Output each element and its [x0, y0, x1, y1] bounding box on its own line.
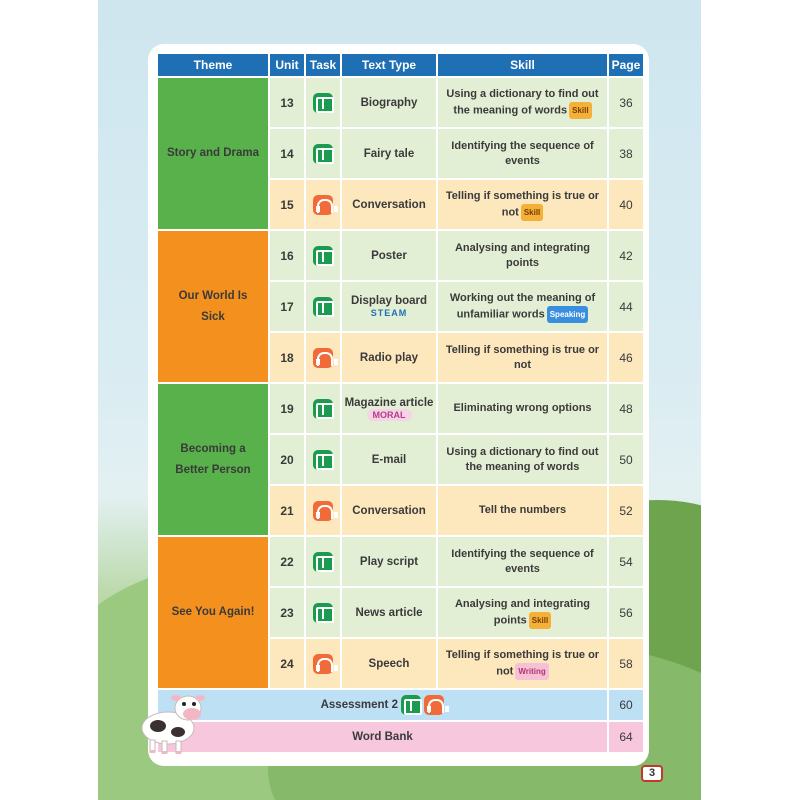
skill: Using a dictionary to find out the meaning of words: [437, 434, 608, 485]
skill-badge: Skill: [529, 612, 551, 629]
header-theme: Theme: [157, 53, 269, 77]
book-icon: [313, 246, 333, 266]
skill-text: Analysing and integrating points: [454, 597, 591, 626]
text-type: Conversation: [341, 485, 437, 536]
assessment-row: [157, 689, 644, 721]
page-number: 64: [608, 721, 644, 753]
contents-table: [156, 52, 645, 754]
skill: [437, 281, 608, 332]
unit-number: 22: [269, 536, 305, 587]
unit-number: 19: [269, 383, 305, 434]
task-cell: [305, 179, 341, 230]
skill: Identifying the sequence of events: [437, 128, 608, 179]
theme-becoming-a-better-person: Becoming a Better Person: [157, 383, 269, 536]
book-icon: [313, 450, 333, 470]
book-icon: [313, 93, 333, 113]
cow-illustration: [128, 686, 208, 756]
skill: [437, 587, 608, 638]
text-type: Poster: [341, 230, 437, 281]
task-cell: [305, 230, 341, 281]
task-cell: [305, 77, 341, 128]
page-number: 36: [608, 77, 644, 128]
page-number: 50: [608, 434, 644, 485]
text-type-label: Magazine article: [344, 396, 434, 409]
page-number: 58: [608, 638, 644, 689]
task-cell: [305, 587, 341, 638]
header-task: Task: [305, 53, 341, 77]
headphones-icon: [313, 501, 333, 521]
text-type: Speech: [341, 638, 437, 689]
skill-text: Using a dictionary to find out the meaning of words: [446, 87, 599, 116]
task-cell: [305, 281, 341, 332]
writing-badge: Writing: [515, 663, 548, 680]
unit-number: 13: [269, 77, 305, 128]
theme-our-world-is-sick: Our World Is Sick: [157, 230, 269, 383]
text-type: Conversation: [341, 179, 437, 230]
book-icon: [313, 603, 333, 623]
book-icon: [401, 695, 421, 715]
text-type: News article: [341, 587, 437, 638]
skill-badge: Skill: [569, 102, 591, 119]
table-row: [157, 230, 644, 281]
text-type: [341, 383, 437, 434]
page-number: 46: [608, 332, 644, 383]
book-icon: [313, 399, 333, 419]
book-icon: [313, 144, 333, 164]
skill: [437, 77, 608, 128]
skill-text: Telling if something is true or not: [445, 648, 600, 677]
page-number: 42: [608, 230, 644, 281]
headphones-icon: [313, 195, 333, 215]
unit-number: 21: [269, 485, 305, 536]
book-icon: [313, 552, 333, 572]
task-cell: [305, 638, 341, 689]
assessment-label-cell: [157, 689, 608, 721]
unit-number: 23: [269, 587, 305, 638]
skill-text: Telling if something is true or not: [445, 189, 600, 218]
text-type: [341, 281, 437, 332]
unit-number: 15: [269, 179, 305, 230]
task-cell: [305, 383, 341, 434]
unit-number: 14: [269, 128, 305, 179]
moral-badge: MORAL: [367, 409, 412, 421]
table-row: [157, 77, 644, 128]
task-cell: [305, 128, 341, 179]
headphones-icon: [424, 695, 444, 715]
page-number-badge: 3: [641, 765, 663, 782]
page-number: 48: [608, 383, 644, 434]
header-skill: Skill: [437, 53, 608, 77]
word-bank-label: Word Bank: [157, 721, 608, 753]
steam-badge: STEAM: [370, 307, 408, 318]
skill: Eliminating wrong options: [437, 383, 608, 434]
header-unit: Unit: [269, 53, 305, 77]
task-cell: [305, 332, 341, 383]
theme-see-you-again: See You Again!: [157, 536, 269, 689]
skill-text: Working out the meaning of unfamiliar words: [449, 291, 596, 320]
skill: [437, 638, 608, 689]
skill-badge: Skill: [521, 204, 543, 221]
text-type: Radio play: [341, 332, 437, 383]
unit-number: 18: [269, 332, 305, 383]
text-type: Biography: [341, 77, 437, 128]
text-type-label: Display board: [350, 294, 428, 307]
unit-number: 16: [269, 230, 305, 281]
table-row: [157, 383, 644, 434]
table-header-row: [157, 53, 644, 77]
header-text-type: Text Type: [341, 53, 437, 77]
skill: [437, 179, 608, 230]
page-number: 56: [608, 587, 644, 638]
word-bank-row: [157, 721, 644, 753]
skill: Identifying the sequence of events: [437, 536, 608, 587]
page-number: 60: [608, 689, 644, 721]
skill: Analysing and integrating points: [437, 230, 608, 281]
table-row: [157, 536, 644, 587]
skill: Tell the numbers: [437, 485, 608, 536]
page-number: 44: [608, 281, 644, 332]
page-number: 38: [608, 128, 644, 179]
assessment-label: Assessment 2: [320, 699, 398, 712]
speaking-badge: Speaking: [547, 306, 589, 323]
text-type: Fairy tale: [341, 128, 437, 179]
page-number: 40: [608, 179, 644, 230]
task-cell: [305, 434, 341, 485]
unit-number: 17: [269, 281, 305, 332]
text-type: E-mail: [341, 434, 437, 485]
headphones-icon: [313, 348, 333, 368]
headphones-icon: [313, 654, 333, 674]
text-type: Play script: [341, 536, 437, 587]
page-number: 54: [608, 536, 644, 587]
skill: Telling if something is true or not: [437, 332, 608, 383]
unit-number: 24: [269, 638, 305, 689]
page-number: 52: [608, 485, 644, 536]
header-page: Page: [608, 53, 644, 77]
task-cell: [305, 536, 341, 587]
book-icon: [313, 297, 333, 317]
unit-number: 20: [269, 434, 305, 485]
theme-story-and-drama: Story and Drama: [157, 77, 269, 230]
task-cell: [305, 485, 341, 536]
